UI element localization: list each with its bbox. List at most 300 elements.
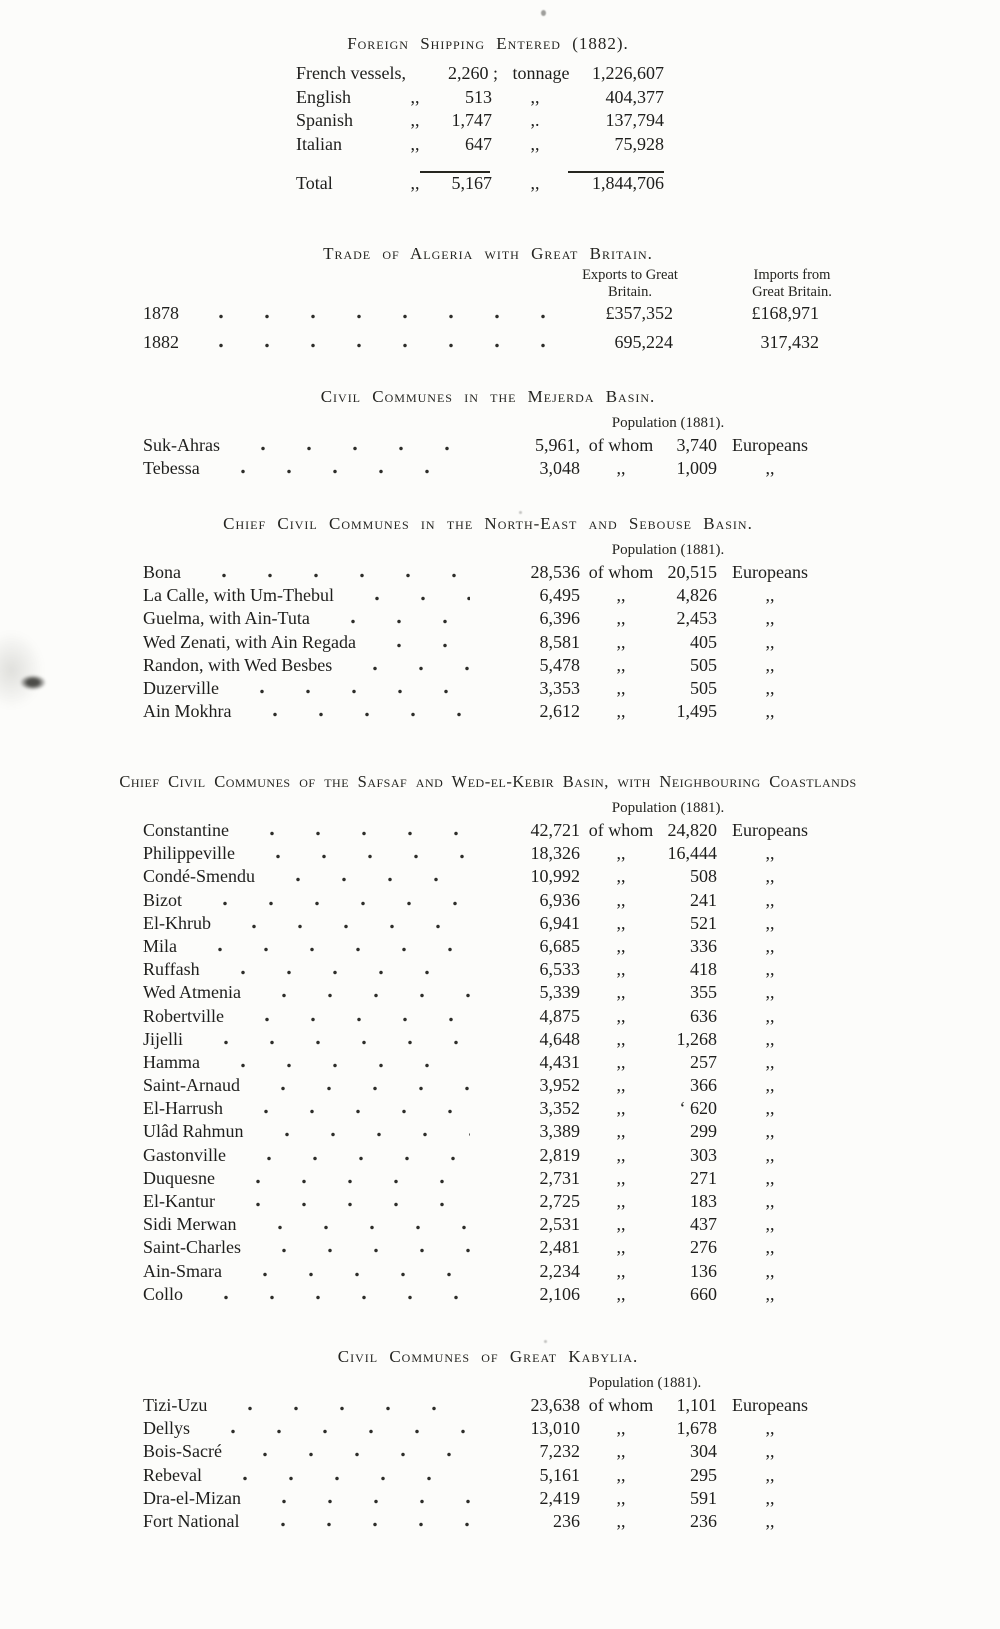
dot-leader (210, 970, 470, 975)
europeans-value: 636 (690, 1005, 717, 1026)
europeans-label-or-ditto: ,, (765, 982, 775, 1003)
europeans-label-or-ditto: ,, (765, 1005, 775, 1026)
of-whom-or-ditto: ,, (616, 912, 626, 933)
commune-name: Duzerville (143, 677, 219, 698)
shipping-table (296, 63, 664, 157)
commune-name: Sidi Merwan (143, 1214, 237, 1235)
population-value: 13,010 (530, 1418, 580, 1439)
europeans-label-or-ditto: Europeans (732, 562, 808, 582)
table-row (143, 435, 823, 458)
of-whom-or-ditto: ,, (616, 1098, 626, 1119)
table-row (296, 87, 664, 111)
europeans-label-or-ditto: ,, (765, 458, 775, 479)
europeans-label-or-ditto: ,, (765, 1237, 775, 1258)
trade-table (143, 303, 823, 360)
of-whom-or-ditto: ,, (616, 1283, 626, 1304)
ink-speck (541, 10, 546, 16)
europeans-value: 257 (690, 1051, 717, 1072)
europeans-value: 276 (690, 1237, 717, 1258)
trade-section (0, 243, 976, 360)
mejerda-table (143, 435, 823, 481)
europeans-value: 236 (690, 1510, 717, 1531)
header-line: Great Britain. (752, 284, 832, 300)
dot-leader (242, 712, 471, 717)
dot-leader (187, 947, 470, 952)
commune-name: El-Harrush (143, 1098, 223, 1119)
population-value: 4,875 (539, 1005, 580, 1026)
table-row (143, 1145, 823, 1168)
commune-name: Jijelli (143, 1028, 183, 1049)
table-row (143, 1075, 823, 1098)
europeans-value: 299 (690, 1121, 717, 1142)
of-whom-or-ditto: ,, (616, 654, 626, 675)
population-value: 10,992 (530, 866, 580, 887)
dot-leader (232, 1272, 470, 1277)
population-value: 3,389 (539, 1121, 580, 1142)
of-whom-or-ditto: ,, (616, 959, 626, 980)
dot-leader (247, 1225, 471, 1230)
dot-leader (191, 573, 470, 578)
population-value: 2,819 (539, 1144, 580, 1165)
of-whom-or-ditto: ,, (616, 1237, 626, 1258)
table-row (296, 110, 664, 134)
dot-leader (254, 1132, 471, 1137)
europeans-label-or-ditto: ,, (765, 912, 775, 933)
europeans-label-or-ditto: ,, (765, 1214, 775, 1235)
europeans-label-or-ditto: ,, (765, 935, 775, 956)
population-header: Population (1881). (588, 1375, 702, 1391)
europeans-label-or-ditto: ,, (765, 1464, 775, 1485)
population-value: 2,725 (539, 1191, 580, 1211)
population-header: Population (1881). (611, 542, 725, 558)
europeans-label-or-ditto: ,, (765, 1418, 775, 1439)
dot-leader (188, 314, 551, 319)
of-whom-or-ditto: of whom (588, 1395, 654, 1415)
of-whom-or-ditto: ,, (616, 1028, 626, 1049)
of-whom-or-ditto: ,, (616, 1418, 626, 1439)
dot-leader (251, 1499, 470, 1504)
europeans-value: 405 (690, 631, 717, 652)
dot-leader (232, 1452, 470, 1457)
vessel-count: 513 (465, 86, 492, 107)
commune-name: Guelma, with Ain-Tuta (143, 608, 310, 629)
imports-value: 317,432 (760, 331, 819, 352)
dot-leader (212, 1476, 470, 1481)
europeans-value: 505 (690, 677, 717, 698)
tonnage-value: 1,844,706 (592, 173, 664, 193)
table-row (143, 936, 823, 959)
commune-name: Tizi-Uzu (143, 1395, 208, 1415)
europeans-label-or-ditto: ,, (765, 1441, 775, 1462)
imports-value: £168,971 (751, 303, 819, 323)
dot-leader (320, 619, 470, 624)
europeans-value: 521 (690, 912, 717, 933)
table-row (143, 1418, 823, 1441)
table-row (143, 562, 823, 585)
ink-speck (544, 1340, 547, 1343)
commune-name: Ain-Smara (143, 1260, 222, 1281)
of-whom-or-ditto: ,, (616, 608, 626, 629)
commune-name: Bois-Sacré (143, 1441, 222, 1462)
europeans-label-or-ditto: ,, (765, 701, 775, 722)
europeans-label-or-ditto: ,, (765, 1260, 775, 1281)
of-whom-or-ditto: ,, (616, 458, 626, 479)
of-whom-or-ditto: ,, (616, 1214, 626, 1235)
table-row (143, 982, 823, 1005)
kabylia-section (0, 1346, 976, 1534)
europeans-value: 3,740 (676, 435, 717, 455)
exports-column-header (540, 267, 720, 301)
section-title: Trade of Algeria with Great Britain. (323, 244, 653, 263)
table-row (143, 843, 823, 866)
population-value: 6,495 (539, 585, 580, 606)
ditto-mark: ,, (410, 110, 420, 130)
imports-column-header (703, 267, 881, 301)
population-value: 3,048 (539, 458, 580, 479)
table-row (143, 1098, 823, 1121)
total-row (296, 173, 664, 197)
population-value: 23,638 (530, 1395, 580, 1415)
of-whom-or-ditto: ,, (616, 866, 626, 887)
population-value: 5,161 (539, 1464, 580, 1485)
dot-leader (188, 343, 551, 348)
population-value: 7,232 (539, 1441, 580, 1462)
population-value: 2,612 (539, 701, 580, 722)
commune-name: El-Khrub (143, 912, 211, 933)
table-row (143, 1511, 823, 1534)
europeans-value: 183 (690, 1191, 717, 1211)
population-header: Population (1881). (611, 800, 725, 816)
europeans-label-or-ditto: ,, (765, 1167, 775, 1188)
europeans-value: 303 (690, 1144, 717, 1165)
population-value: 3,952 (539, 1075, 580, 1096)
commune-name: Constantine (143, 820, 229, 840)
population-value: 5,339 (539, 982, 580, 1003)
europeans-value: 24,820 (667, 820, 717, 840)
of-whom-or-ditto: ,, (616, 585, 626, 606)
dot-leader (193, 1295, 470, 1300)
safsaf-table (143, 820, 823, 1307)
of-whom-or-ditto: ,, (616, 1260, 626, 1281)
of-whom-or-ditto: ,, (616, 1051, 626, 1072)
table-row (143, 1395, 823, 1418)
table-row (143, 678, 823, 701)
population-value: 6,396 (539, 608, 580, 629)
table-row (143, 332, 823, 361)
dot-leader (251, 993, 470, 998)
europeans-value: 2,453 (676, 608, 717, 629)
europeans-value: 304 (690, 1441, 717, 1462)
commune-name: Hamma (143, 1051, 200, 1072)
europeans-value: 1,268 (676, 1028, 717, 1049)
table-row (143, 1029, 823, 1052)
commune-name: Duquesne (143, 1167, 215, 1188)
ditto-mark: ,, (410, 86, 420, 107)
table-row (143, 655, 823, 678)
europeans-label-or-ditto: Europeans (732, 820, 808, 840)
northeast-table (143, 562, 823, 724)
safsaf-section (0, 771, 976, 1307)
dot-leader (221, 924, 470, 929)
europeans-label-or-ditto: ,, (765, 1121, 775, 1142)
europeans-label-or-ditto: ,, (765, 1098, 775, 1119)
tonnage-label: ,, (530, 133, 540, 154)
europeans-value: 366 (690, 1075, 717, 1096)
table-row (143, 1237, 823, 1260)
table-row (143, 820, 823, 843)
tonnage-value: 75,928 (614, 133, 664, 154)
dot-leader (193, 1040, 470, 1045)
europeans-value: 20,515 (667, 562, 717, 582)
table-row (143, 1284, 823, 1307)
dot-leader (342, 666, 470, 671)
table-row (143, 1261, 823, 1284)
of-whom-or-ditto: ,, (616, 1167, 626, 1188)
commune-name: Tebessa (143, 458, 200, 479)
dot-leader (192, 901, 470, 906)
of-whom-or-ditto: ,, (616, 1464, 626, 1485)
table-row (143, 1052, 823, 1075)
europeans-value: 437 (690, 1214, 717, 1235)
dot-leader (229, 689, 470, 694)
nationality-label: Spanish (296, 110, 354, 130)
table-row (143, 608, 823, 631)
commune-name: La Calle, with Um-Thebul (143, 585, 334, 606)
vessel-count: 647 (465, 133, 492, 154)
dot-leader (225, 1202, 470, 1207)
commune-name: Condé-Smendu (143, 866, 255, 887)
table-row (143, 458, 823, 481)
tonnage-label: tonnage (512, 63, 570, 83)
dot-leader (250, 1086, 470, 1091)
table-row (296, 173, 664, 197)
europeans-label-or-ditto: ,, (765, 1144, 775, 1165)
europeans-label-or-ditto: ,, (765, 1075, 775, 1096)
dot-leader (234, 1017, 470, 1022)
exports-value: 695,224 (614, 331, 673, 352)
tonnage-label: ,. (530, 110, 540, 130)
dot-leader (344, 596, 470, 601)
section-title: Foreign Shipping Entered (1882). (347, 34, 629, 53)
vessel-count: 5,167 (451, 173, 492, 193)
population-value: 2,731 (539, 1167, 580, 1188)
of-whom-or-ditto: of whom (588, 820, 654, 840)
europeans-value: 1,678 (676, 1418, 717, 1439)
exports-value: £357,352 (605, 303, 673, 323)
commune-name: Collo (143, 1283, 184, 1304)
europeans-label-or-ditto: ,, (765, 866, 775, 887)
commune-name: Suk-Ahras (143, 435, 220, 455)
dot-leader (210, 1063, 470, 1068)
europeans-label-or-ditto: ,, (765, 654, 775, 675)
kabylia-table (143, 1395, 823, 1534)
ditto-mark: ,, (410, 173, 420, 193)
section-title: Civil Communes in the Mejerda Basin. (320, 387, 656, 406)
europeans-label-or-ditto: ,, (765, 631, 775, 652)
dot-leader (233, 1109, 470, 1114)
commune-name: Dellys (143, 1418, 190, 1439)
of-whom-or-ditto: ,, (616, 1121, 626, 1142)
population-value: 18,326 (530, 843, 580, 864)
table-row (143, 1465, 823, 1488)
commune-name: Bona (143, 562, 181, 582)
table-row (143, 701, 823, 724)
of-whom-or-ditto: ,, (616, 1144, 626, 1165)
commune-name: Ulâd Rahmun (143, 1121, 244, 1142)
europeans-value: 418 (690, 959, 717, 980)
europeans-value: 505 (690, 654, 717, 675)
table-row (296, 63, 664, 87)
section-title: Civil Communes of Great Kabylia. (337, 1347, 639, 1366)
europeans-label-or-ditto: ,, (765, 1283, 775, 1304)
header-line: Britain. (608, 284, 652, 300)
europeans-value: 4,826 (676, 585, 717, 606)
dot-leader (251, 1248, 470, 1253)
of-whom-or-ditto: ,, (616, 631, 626, 652)
of-whom-or-ditto: ,, (616, 982, 626, 1003)
table-row (143, 1168, 823, 1191)
tonnage-value: 137,794 (605, 110, 664, 130)
northeast-sebouse-section (0, 513, 976, 724)
nationality-label: English (296, 86, 352, 107)
europeans-value: 1,101 (676, 1395, 717, 1415)
ditto-mark: ,, (530, 173, 540, 193)
ditto-mark: ,, (410, 133, 420, 154)
of-whom-or-ditto: ,, (616, 1005, 626, 1026)
europeans-value: 271 (690, 1167, 717, 1188)
header-line: Imports from (753, 267, 831, 283)
population-value: 3,353 (539, 677, 580, 698)
tonnage-value: 404,377 (605, 86, 664, 107)
europeans-value: 1,495 (676, 701, 717, 722)
population-value: 2,234 (539, 1260, 580, 1281)
europeans-label-or-ditto: ,, (765, 1191, 775, 1211)
commune-name: Gastonville (143, 1144, 226, 1165)
commune-name: Wed Atmenia (143, 982, 242, 1003)
population-value: 5,961, (535, 435, 580, 455)
europeans-label-or-ditto: ,, (765, 1487, 775, 1508)
europeans-value: 16,444 (667, 843, 717, 864)
of-whom-or-ditto: ,, (616, 1487, 626, 1508)
dot-leader (366, 643, 470, 648)
of-whom-or-ditto: of whom (588, 435, 654, 455)
europeans-label-or-ditto: ,, (765, 677, 775, 698)
population-value: 2,481 (539, 1237, 580, 1258)
section-title: Chief Civil Communes in the North-East and Sebouse Basin. (223, 514, 753, 533)
table-row (143, 1214, 823, 1237)
dot-leader (230, 446, 470, 451)
table-row (143, 1006, 823, 1029)
tonnage-value: 1,226,607 (592, 63, 664, 83)
population-value: 2,419 (539, 1487, 580, 1508)
population-value: 6,936 (539, 889, 580, 910)
of-whom-or-ditto: ,, (616, 1510, 626, 1531)
year-label: 1882 (143, 331, 179, 352)
tonnage-label: ,, (530, 86, 540, 107)
of-whom-or-ditto: of whom (588, 562, 654, 582)
population-value: 2,531 (539, 1214, 580, 1235)
population-value: 236 (553, 1510, 580, 1531)
commune-name: Bizot (143, 889, 182, 910)
of-whom-or-ditto: ,, (616, 1191, 626, 1211)
header-line: Exports to Great (582, 267, 678, 283)
population-value: 4,648 (539, 1028, 580, 1049)
commune-name: Ruffash (143, 959, 200, 980)
nationality-label: French vessels, (296, 63, 406, 83)
europeans-label-or-ditto: ,, (765, 1051, 775, 1072)
foreign-shipping-section (0, 33, 976, 197)
of-whom-or-ditto: ,, (616, 701, 626, 722)
commune-name: Randon, with Wed Besbes (143, 654, 333, 675)
population-value: 3,352 (539, 1098, 580, 1119)
table-row (143, 303, 823, 332)
europeans-value: 136 (690, 1260, 717, 1281)
europeans-label-or-ditto: Europeans (732, 1395, 808, 1415)
population-value: 6,685 (539, 935, 580, 956)
dot-leader (236, 1156, 470, 1161)
table-row (143, 1191, 823, 1214)
of-whom-or-ditto: ,, (616, 1075, 626, 1096)
europeans-label-or-ditto: ,, (765, 608, 775, 629)
europeans-label-or-ditto: Europeans (732, 435, 808, 455)
europeans-value: 241 (690, 889, 717, 910)
commune-name: Mila (143, 935, 177, 956)
europeans-value: 660 (690, 1283, 717, 1304)
dot-leader (217, 1406, 470, 1411)
dot-leader (210, 469, 470, 474)
population-value: 8,581 (539, 631, 580, 652)
dot-leader (245, 854, 470, 859)
population-value: 42,721 (530, 820, 580, 840)
table-row (143, 585, 823, 608)
population-value: 6,533 (539, 959, 580, 980)
of-whom-or-ditto: ,, (616, 935, 626, 956)
population-value: 5,478 (539, 654, 580, 675)
nationality-label: Italian (296, 133, 342, 154)
population-value: 28,536 (530, 562, 580, 582)
europeans-value: 1,009 (676, 458, 717, 479)
commune-name: Dra-el-Mizan (143, 1487, 241, 1508)
table-row (296, 134, 664, 158)
commune-name: Ain Mokhra (143, 701, 232, 722)
mejerda-section (0, 386, 976, 481)
of-whom-or-ditto: ,, (616, 677, 626, 698)
europeans-value: 336 (690, 935, 717, 956)
dot-leader (200, 1429, 470, 1434)
europeans-value: 295 (690, 1464, 717, 1485)
section-title: Chief Civil Communes of the Safsaf and Wed-el-Kebir Basin, with Neighbouring Coastlands (119, 772, 857, 791)
population-header: Population (1881). (611, 415, 725, 431)
year-label: 1878 (143, 303, 179, 323)
table-row (143, 1488, 823, 1511)
commune-name: Robertville (143, 1005, 224, 1026)
of-whom-or-ditto: ,, (616, 843, 626, 864)
table-row (143, 913, 823, 936)
commune-name: Saint-Charles (143, 1237, 241, 1258)
dot-leader (225, 1179, 470, 1184)
commune-name: Rebeval (143, 1464, 202, 1485)
europeans-label-or-ditto: ,, (765, 959, 775, 980)
commune-name: Saint-Arnaud (143, 1075, 240, 1096)
vessel-count: 1,747 (451, 110, 492, 130)
total-label: Total (296, 173, 333, 193)
europeans-label-or-ditto: ,, (765, 1510, 775, 1531)
of-whom-or-ditto: ,, (616, 1441, 626, 1462)
dot-leader (265, 877, 470, 882)
table-row (143, 890, 823, 913)
europeans-value: 355 (690, 982, 717, 1003)
commune-name: Fort National (143, 1510, 240, 1531)
